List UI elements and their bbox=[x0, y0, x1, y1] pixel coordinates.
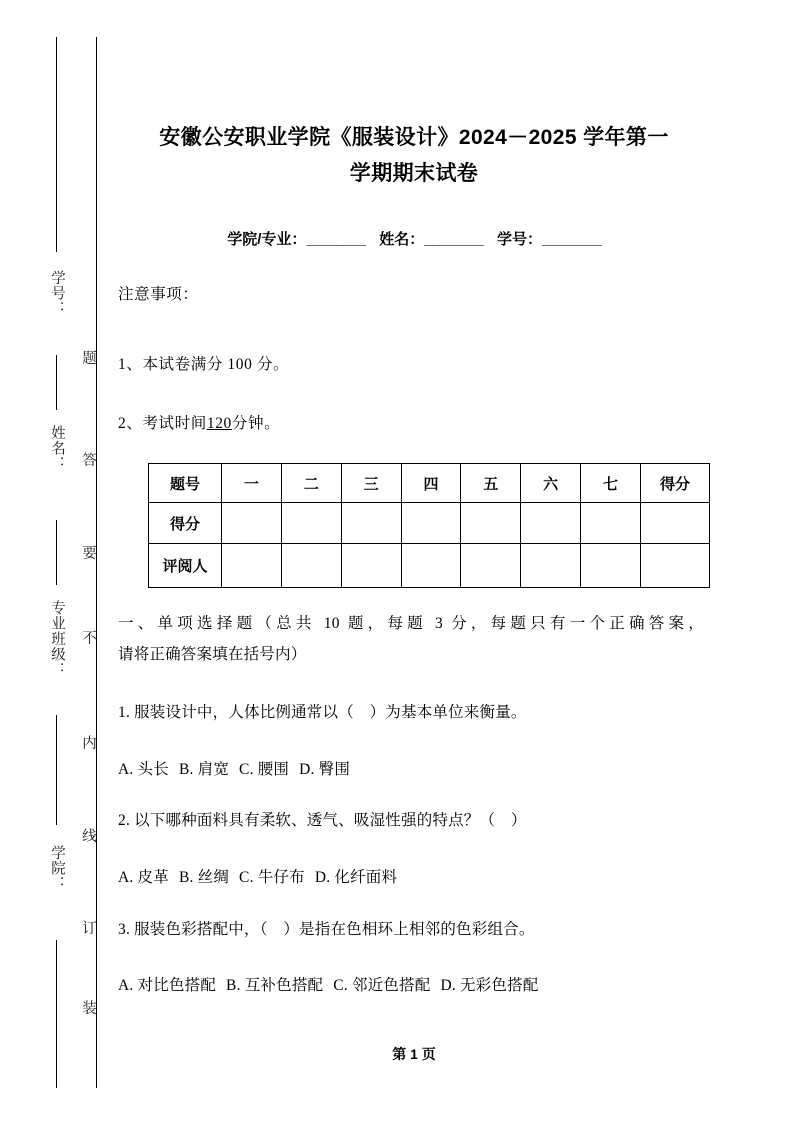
table-cell[interactable] bbox=[641, 544, 710, 588]
seal-label-name: 姓名： bbox=[49, 425, 65, 472]
note-item-2 bbox=[118, 411, 280, 437]
option-a[interactable]: A. 对比色搭配 bbox=[118, 977, 217, 994]
question-options-3 bbox=[118, 973, 704, 999]
note-item-1: 1、本试卷满分 100 分。 bbox=[118, 356, 290, 373]
table-header-cell: 六 bbox=[521, 464, 581, 503]
seal-label-college: 学院： bbox=[49, 845, 65, 892]
option-d[interactable]: D. 无彩色搭配 bbox=[440, 977, 539, 994]
student-id-blank[interactable]: ________ bbox=[541, 231, 601, 248]
sealing-dash-segment bbox=[56, 520, 57, 585]
seal-glyph-ti: 题 bbox=[80, 350, 96, 365]
question-options-2 bbox=[118, 865, 704, 891]
table-cell[interactable] bbox=[401, 503, 461, 544]
table-cell[interactable] bbox=[581, 503, 641, 544]
note-2-suffix: 分钟。 bbox=[231, 415, 281, 432]
option-b[interactable]: B. 互补色搭配 bbox=[226, 977, 324, 994]
option-a[interactable]: A. 头长 bbox=[118, 761, 169, 778]
table-cell[interactable] bbox=[341, 503, 401, 544]
page-footer: 第 1 页 bbox=[392, 1046, 436, 1062]
option-c[interactable]: C. 邻近色搭配 bbox=[333, 977, 431, 994]
option-d[interactable]: D. 臀围 bbox=[299, 761, 351, 778]
question-options-1 bbox=[118, 757, 704, 783]
score-table bbox=[148, 463, 710, 588]
option-b[interactable]: B. 肩宽 bbox=[178, 761, 230, 778]
table-cell[interactable] bbox=[521, 503, 581, 544]
seal-glyph-xian: 线 bbox=[80, 828, 96, 843]
table-cell[interactable] bbox=[401, 544, 461, 588]
seal-glyph-ding: 订 bbox=[80, 920, 96, 935]
sealing-dash-segment bbox=[56, 940, 57, 1088]
table-cell[interactable] bbox=[281, 544, 341, 588]
question-stem-3: 3. 服装色彩搭配中，（ ）是指在色相环上相邻的色彩组合。 bbox=[118, 921, 535, 938]
table-header-cell: 得分 bbox=[641, 464, 710, 503]
table-cell[interactable] bbox=[222, 503, 282, 544]
seal-glyph-nei: 内 bbox=[80, 735, 96, 750]
table-header-cell: 四 bbox=[401, 464, 461, 503]
sealing-margin bbox=[0, 0, 100, 1122]
table-header-cell: 题号 bbox=[149, 464, 222, 503]
question-stem-2: 2. 以下哪种面料具有柔软、透气、吸湿性强的特点？（ ） bbox=[118, 812, 527, 829]
seal-glyph-bu: 不 bbox=[80, 630, 96, 645]
student-info-line bbox=[118, 228, 710, 249]
name-label: 姓名： bbox=[379, 231, 425, 248]
table-cell[interactable] bbox=[341, 544, 401, 588]
option-c[interactable]: C. 腰围 bbox=[239, 761, 290, 778]
table-header-cell: 二 bbox=[281, 464, 341, 503]
sealing-dash-segment bbox=[56, 715, 57, 825]
table-header-cell: 三 bbox=[341, 464, 401, 503]
option-a[interactable]: A. 皮革 bbox=[118, 869, 169, 886]
seal-glyph-zhuang: 装 bbox=[80, 1000, 96, 1015]
table-row bbox=[149, 503, 710, 544]
section-1-heading bbox=[118, 608, 704, 670]
title-line-2: 学期期末试卷 bbox=[349, 162, 479, 185]
college-major-blank[interactable]: ________ bbox=[306, 231, 366, 248]
notes-heading: 注意事项： bbox=[118, 286, 199, 303]
table-cell[interactable] bbox=[222, 544, 282, 588]
exam-duration-value: 120 bbox=[206, 415, 232, 432]
option-c[interactable]: C. 牛仔布 bbox=[239, 869, 305, 886]
section-heading-line-2: 请将正确答案填在括号内） bbox=[118, 646, 307, 663]
college-major-label: 学院/专业： bbox=[227, 231, 307, 248]
sealing-dash-segment bbox=[56, 355, 57, 410]
seal-glyph-da: 答 bbox=[80, 452, 96, 467]
table-cell[interactable] bbox=[461, 544, 521, 588]
section-heading-line-1: 一、单项选择题（总共 10 题，每题 3 分，每题只有一个正确答案， bbox=[118, 615, 704, 632]
seal-glyph-yao: 要 bbox=[80, 545, 96, 560]
seal-label-student-id: 学号： bbox=[49, 270, 65, 317]
table-row-label: 得分 bbox=[149, 503, 222, 544]
table-header-cell: 七 bbox=[581, 464, 641, 503]
title-line-1: 安徽公安职业学院《服装设计》2024－2025 学年第一 bbox=[159, 126, 669, 149]
table-header-cell: 五 bbox=[461, 464, 521, 503]
name-blank[interactable]: ________ bbox=[424, 231, 483, 248]
table-cell[interactable] bbox=[281, 503, 341, 544]
exam-paper-body bbox=[118, 0, 718, 1122]
question-stem-1: 1. 服装设计中，人体比例通常以（ ）为基本单位来衡量。 bbox=[118, 704, 527, 721]
seal-label-class: 专业班级： bbox=[49, 600, 65, 678]
option-b[interactable]: B. 丝绸 bbox=[178, 869, 230, 886]
note-2-prefix: 2、考试时间 bbox=[118, 415, 207, 432]
table-row bbox=[149, 544, 710, 588]
table-row-label: 评阅人 bbox=[149, 544, 222, 588]
table-cell[interactable] bbox=[521, 544, 581, 588]
page-title bbox=[118, 120, 710, 192]
table-cell[interactable] bbox=[641, 503, 710, 544]
table-cell[interactable] bbox=[461, 503, 521, 544]
table-row-header bbox=[149, 464, 710, 503]
student-id-label: 学号： bbox=[496, 231, 542, 248]
table-header-cell: 一 bbox=[222, 464, 282, 503]
option-d[interactable]: D. 化纤面料 bbox=[314, 869, 398, 886]
sealing-dash-segment bbox=[56, 37, 57, 252]
table-cell[interactable] bbox=[581, 544, 641, 588]
